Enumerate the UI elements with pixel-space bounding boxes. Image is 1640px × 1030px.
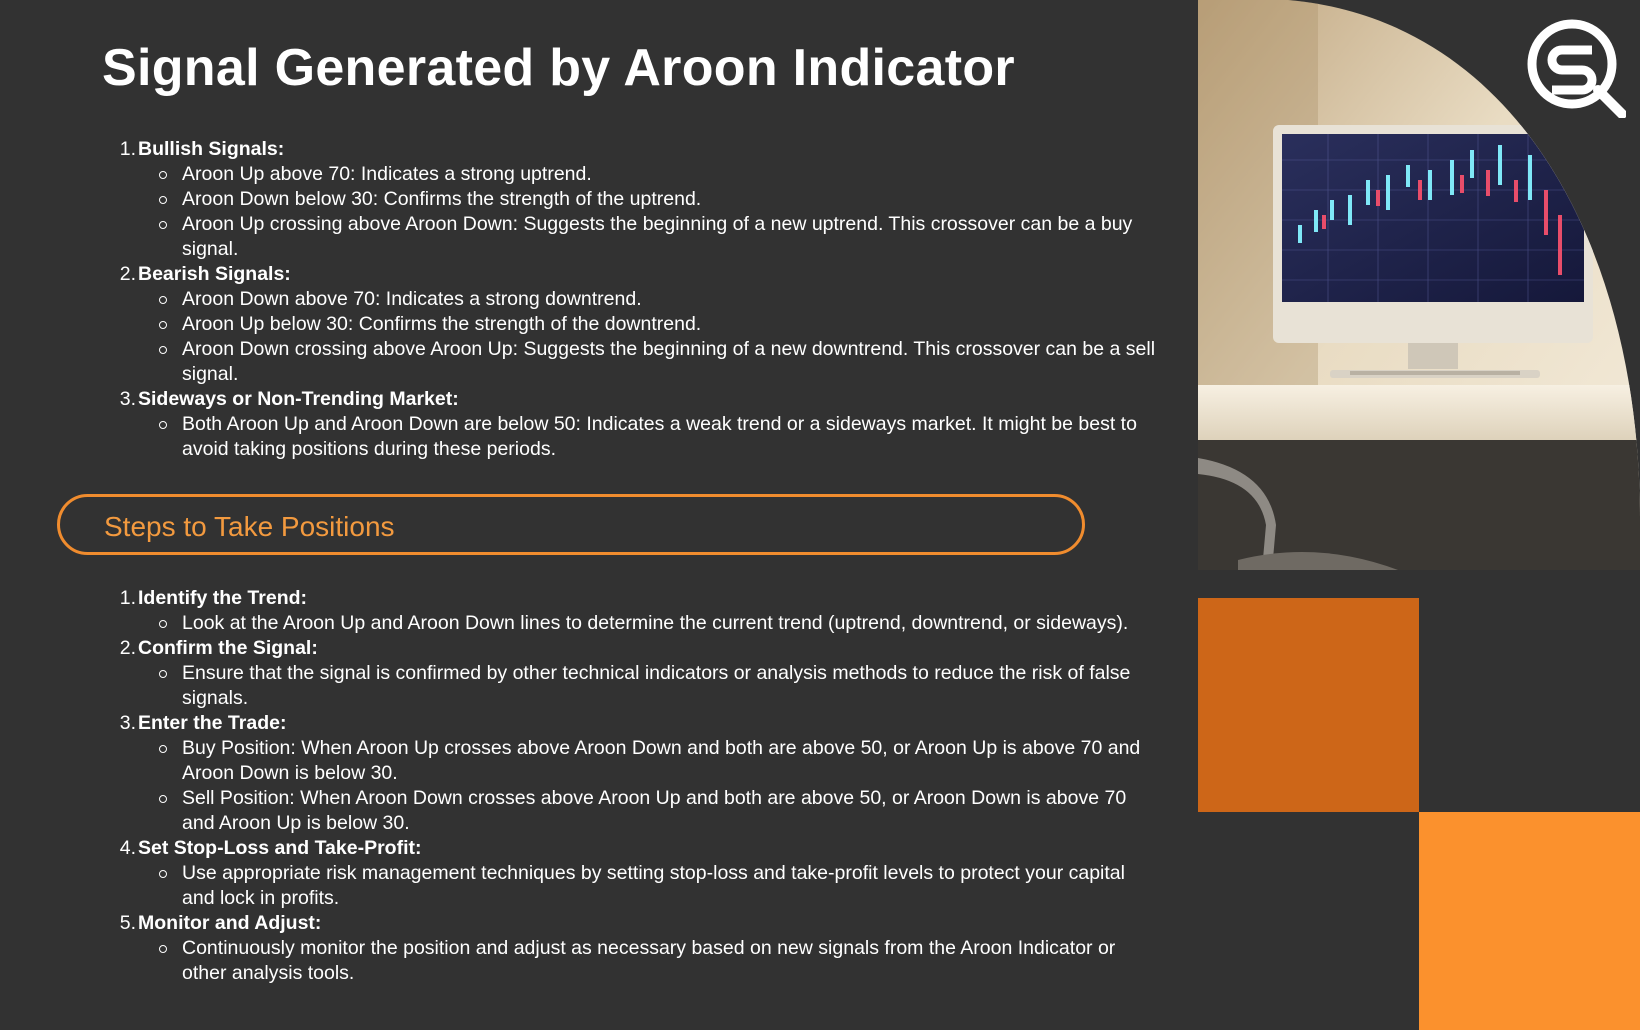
item-heading: Bearish Signals: (138, 263, 291, 285)
item-heading: Identify the Trend: (138, 587, 308, 609)
item-heading: Set Stop-Loss and Take-Profit: (138, 837, 422, 859)
orange-square-light (1419, 812, 1640, 1030)
item-number: 3. (119, 712, 136, 734)
list-item (112, 711, 1162, 836)
steps-list (112, 586, 1162, 986)
sub-point: Continuously monitor the position and adjust as necessary based on new signals from the Aroon Indicator or other analysis tools. (169, 936, 1162, 986)
sub-point: Aroon Down crossing above Aroon Up: Suggests the beginning of a new downtrend. This crossover can be a sell signal. (169, 337, 1162, 387)
item-heading: Sideways or Non-Trending Market: (138, 388, 459, 410)
list-item (112, 137, 1162, 262)
sub-point: Aroon Down above 70: Indicates a strong downtrend. (169, 287, 1162, 312)
section-heading: Steps to Take Positions (104, 511, 395, 542)
list-item (112, 636, 1162, 711)
item-number: 3. (119, 388, 136, 410)
sub-point: Look at the Aroon Up and Aroon Down lines to determine the current trend (uptrend, downtrend, or sideways). (169, 611, 1162, 636)
item-heading: Enter the Trade: (138, 712, 287, 734)
sub-point: Aroon Up crossing above Aroon Down: Suggests the beginning of a new uptrend. This crossover can be a buy signal. (169, 212, 1162, 262)
list-item (112, 586, 1162, 636)
sub-point: Sell Position: When Aroon Down crosses above Aroon Up and both are above 50, or Aroon Down is above 70 and Aroon Up is below 30. (169, 786, 1162, 836)
sub-point: Aroon Up below 30: Confirms the strength of the downtrend. (169, 312, 1162, 337)
sub-point: Aroon Down below 30: Confirms the strength of the uptrend. (169, 187, 1162, 212)
list-item (112, 262, 1162, 387)
section-heading-banner (57, 494, 1085, 555)
sub-point: Use appropriate risk management techniques by setting stop-loss and take-profit levels to protect your capital and lock in profits. (169, 861, 1162, 911)
page-title: Signal Generated by Aroon Indicator (102, 39, 1015, 97)
item-number: 1. (119, 587, 136, 609)
item-number: 2. (119, 637, 136, 659)
item-heading: Bullish Signals: (138, 138, 285, 160)
item-number: 1. (119, 138, 136, 160)
signals-list (112, 137, 1162, 462)
list-item (112, 911, 1162, 986)
list-item (112, 387, 1162, 462)
sub-point: Ensure that the signal is confirmed by other technical indicators or analysis methods to reduce the risk of false signals. (169, 661, 1162, 711)
sub-point: Buy Position: When Aroon Up crosses above Aroon Down and both are above 50, or Aroon Up is above 70 and Aroon Down is below 30. (169, 736, 1162, 786)
item-number: 4. (119, 837, 136, 859)
sub-point: Both Aroon Up and Aroon Down are below 50: Indicates a weak trend or a sideways market. It might be best to avoid taking positions during these periods. (169, 412, 1162, 462)
item-heading: Monitor and Adjust: (138, 912, 322, 934)
orange-square-dark (1198, 598, 1419, 812)
item-number: 2. (119, 263, 136, 285)
sq-logo-icon (1526, 18, 1626, 118)
item-number: 5. (119, 912, 136, 934)
sub-point: Aroon Up above 70: Indicates a strong uptrend. (169, 162, 1162, 187)
list-item (112, 836, 1162, 911)
item-heading: Confirm the Signal: (138, 637, 318, 659)
